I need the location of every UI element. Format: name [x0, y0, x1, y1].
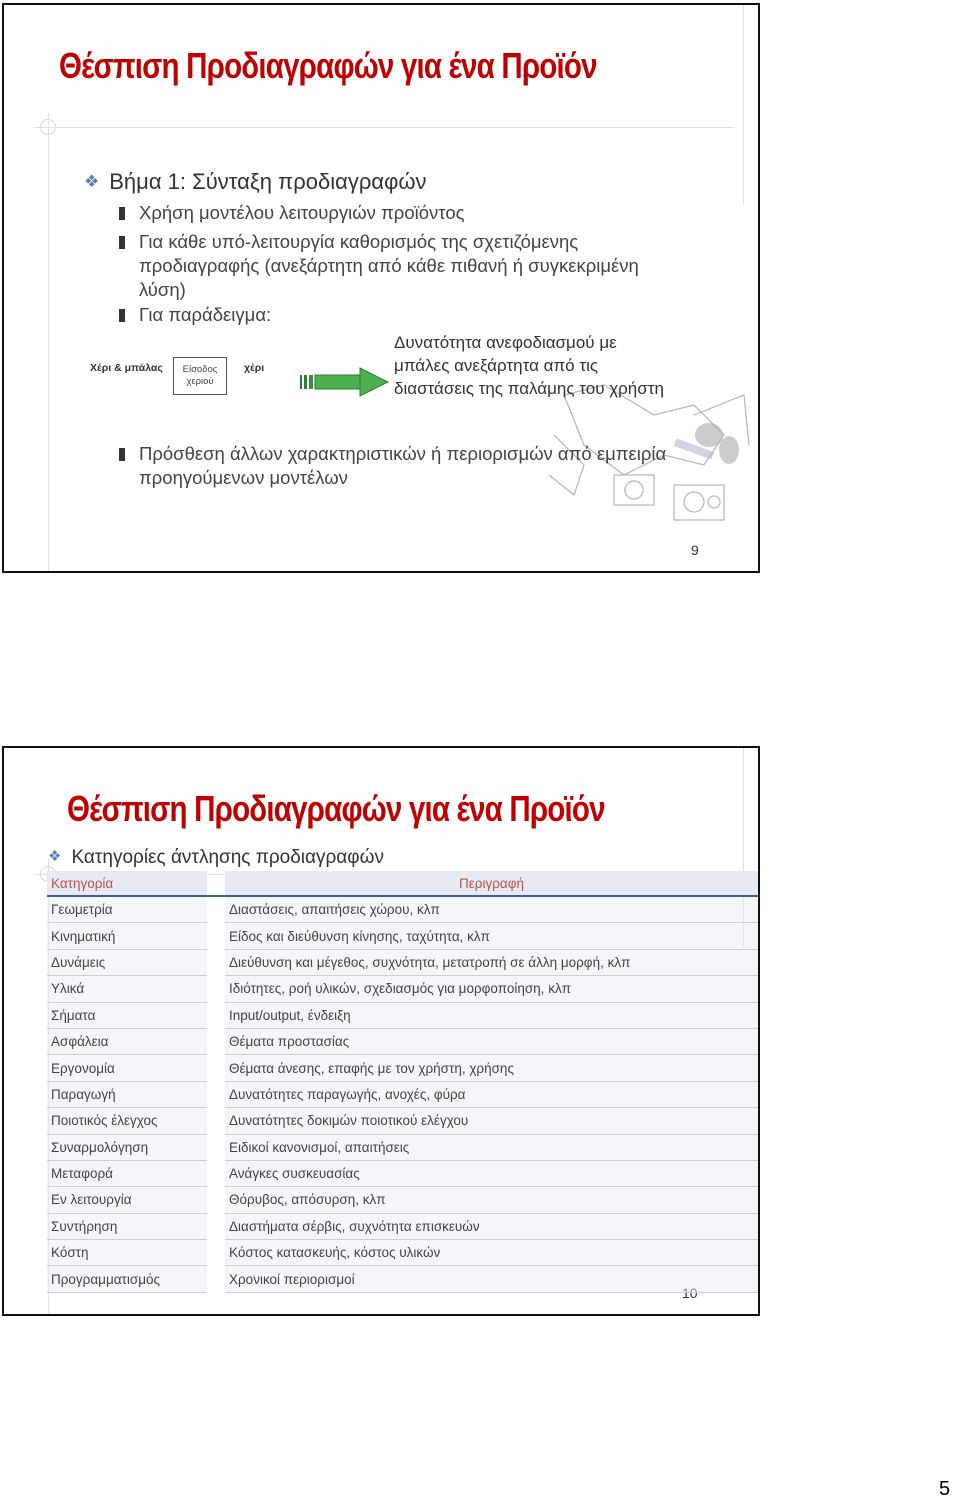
column-gap: [207, 871, 225, 896]
table-row: [47, 1187, 758, 1213]
category-cell: Σήματα: [47, 1002, 207, 1028]
diagram-result-text: Δυνατότητα ανεφοδιασμού με μπάλες ανεξάρτητα από τις διαστάσεις της παλάμης του χρήστη: [394, 333, 664, 398]
table-row: [47, 1240, 758, 1266]
column-gap: [207, 1055, 225, 1081]
diamond-bullet-icon: ❖: [48, 848, 62, 865]
category-cell: Προγραμματισμός: [47, 1266, 207, 1292]
description-cell: Ιδιότητες, ροή υλικών, σχεδιασμός για μορφοποίηση, κλπ: [225, 976, 758, 1002]
column-header-category: Κατηγορία: [47, 871, 207, 896]
input-label: Χέρι & μπάλας: [90, 362, 163, 374]
decorative-guide-line: [48, 113, 49, 573]
column-gap: [207, 1002, 225, 1028]
function-box-line: χεριού: [186, 376, 214, 387]
slide-9: [2, 3, 760, 573]
sub-bullet: [119, 303, 679, 327]
table-row: [47, 1266, 758, 1292]
description-cell: Δυνατότητες δοκιμών ποιοτικού ελέγχου: [225, 1108, 758, 1134]
description-cell: Input/output, ένδειξη: [225, 1002, 758, 1028]
decorative-guide-line: [743, 5, 744, 205]
main-bullet-text: Βήμα 1: Σύνταξη προδιαγραφών: [109, 169, 427, 194]
table-row: [47, 1213, 758, 1239]
sub-bullet: [119, 230, 679, 302]
table-row: [47, 1108, 758, 1134]
table-row: [47, 949, 758, 975]
description-cell: Είδος και διεύθυνση κίνησης, ταχύτητα, κλπ: [225, 923, 758, 949]
specs-category-table: [47, 871, 758, 1293]
function-box-line: Είσοδος: [182, 364, 218, 375]
table-row: [47, 1028, 758, 1054]
column-gap: [207, 976, 225, 1002]
description-cell: Δυνατότητες παραγωγής, ανοχές, φύρα: [225, 1081, 758, 1107]
category-cell: Ασφάλεια: [47, 1028, 207, 1054]
column-gap: [207, 1187, 225, 1213]
description-cell: Ειδικοί κανονισμοί, απαιτήσεις: [225, 1134, 758, 1160]
category-cell: Γεωμετρία: [47, 896, 207, 923]
sub-bullet: [119, 442, 679, 490]
category-cell: Παραγωγή: [47, 1081, 207, 1107]
table-row: [47, 1055, 758, 1081]
main-bullet-text: Κατηγορίες άντλησης προδιαγραφών: [71, 847, 384, 868]
category-cell: Μεταφορά: [47, 1160, 207, 1186]
description-cell: Διαστάσεις, απαιτήσεις χώρου, κλπ: [225, 896, 758, 923]
description-cell: Ανάγκες συσκευασίας: [225, 1160, 758, 1186]
column-gap: [207, 1134, 225, 1160]
description-cell: Διαστήματα σέρβις, συχνότητα επισκευών: [225, 1213, 758, 1239]
bar-bullet-icon: [119, 448, 125, 461]
description-cell: Θέματα άνεσης, επαφής με τον χρήστη, χρήσης: [225, 1055, 758, 1081]
column-gap: [207, 1213, 225, 1239]
column-header-description: Περιγραφή: [225, 871, 758, 896]
column-gap: [207, 1160, 225, 1186]
description-cell: Θέματα προστασίας: [225, 1028, 758, 1054]
column-gap: [207, 1266, 225, 1292]
category-cell: Συντήρηση: [47, 1213, 207, 1239]
column-gap: [207, 896, 225, 923]
column-gap: [207, 1240, 225, 1266]
category-cell: Συναρμολόγηση: [47, 1134, 207, 1160]
column-gap: [207, 1028, 225, 1054]
bar-bullet-icon: [119, 236, 125, 249]
category-cell: Κινηματική: [47, 923, 207, 949]
slide-title: Θέσπιση Προδιαγραφών για ένα Προϊόν: [59, 45, 597, 86]
category-cell: Κόστη: [47, 1240, 207, 1266]
table-row: [47, 1081, 758, 1107]
column-gap: [207, 923, 225, 949]
main-bullet: [84, 169, 427, 195]
table-row: [47, 923, 758, 949]
sub-bullet-text: Για κάθε υπό-λειτουργία καθορισμός της σχετιζόμενης προδιαγραφής (ανεξάρτητη από κάθε πιθανή ή συγκεκριμένη λύση): [139, 231, 639, 300]
category-cell: Ποιοτικός έλεγχος: [47, 1108, 207, 1134]
decorative-guide-line: [34, 127, 734, 128]
table-row: [47, 1134, 758, 1160]
column-gap: [207, 1081, 225, 1107]
category-cell: Υλικά: [47, 976, 207, 1002]
sub-bullet-text: Πρόσθεση άλλων χαρακτηριστικών ή περιορισμών από εμπειρία προηγούμενων μοντέλων: [139, 443, 667, 488]
description-cell: Κόστος κατασκευής, κόστος υλικών: [225, 1240, 758, 1266]
diamond-bullet-icon: ❖: [84, 172, 100, 191]
document-page-number: 5: [939, 1478, 951, 1500]
sub-bullet-text: Χρήση μοντέλου λειτουργιών προϊόντος: [139, 202, 465, 223]
table-row: [47, 1160, 758, 1186]
sub-bullet-text: Για παράδειγμα:: [139, 304, 272, 325]
table-body: [47, 896, 758, 1292]
description-cell: Χρονικοί περιορισμοί: [225, 1266, 758, 1292]
slide-title: Θέσπιση Προδιαγραφών για ένα Προϊόν: [67, 788, 605, 829]
output-label: χέρι: [244, 362, 265, 374]
category-cell: Δυνάμεις: [47, 949, 207, 975]
table-row: [47, 896, 758, 923]
bar-bullet-icon: [119, 309, 125, 322]
slide-number: 10: [682, 1285, 698, 1301]
table-row: [47, 976, 758, 1002]
table-header-row: [47, 871, 758, 896]
main-bullet: [48, 847, 384, 869]
category-cell: Εργονομία: [47, 1055, 207, 1081]
green-arrow-icon: [300, 367, 390, 397]
function-box: [173, 357, 227, 395]
sub-bullet: [119, 201, 679, 225]
slide-number: 9: [691, 542, 699, 558]
table-row: [47, 1002, 758, 1028]
decorative-circle-icon: [40, 119, 56, 135]
category-cell: Εν λειτουργία: [47, 1187, 207, 1213]
column-gap: [207, 1108, 225, 1134]
description-cell: Θόρυβος, απόσυρση, κλπ: [225, 1187, 758, 1213]
column-gap: [207, 949, 225, 975]
description-cell: Διεύθυνση και μέγεθος, συχνότητα, μετατροπή σε άλλη μορφή, κλπ: [225, 949, 758, 975]
bar-bullet-icon: [119, 207, 125, 220]
